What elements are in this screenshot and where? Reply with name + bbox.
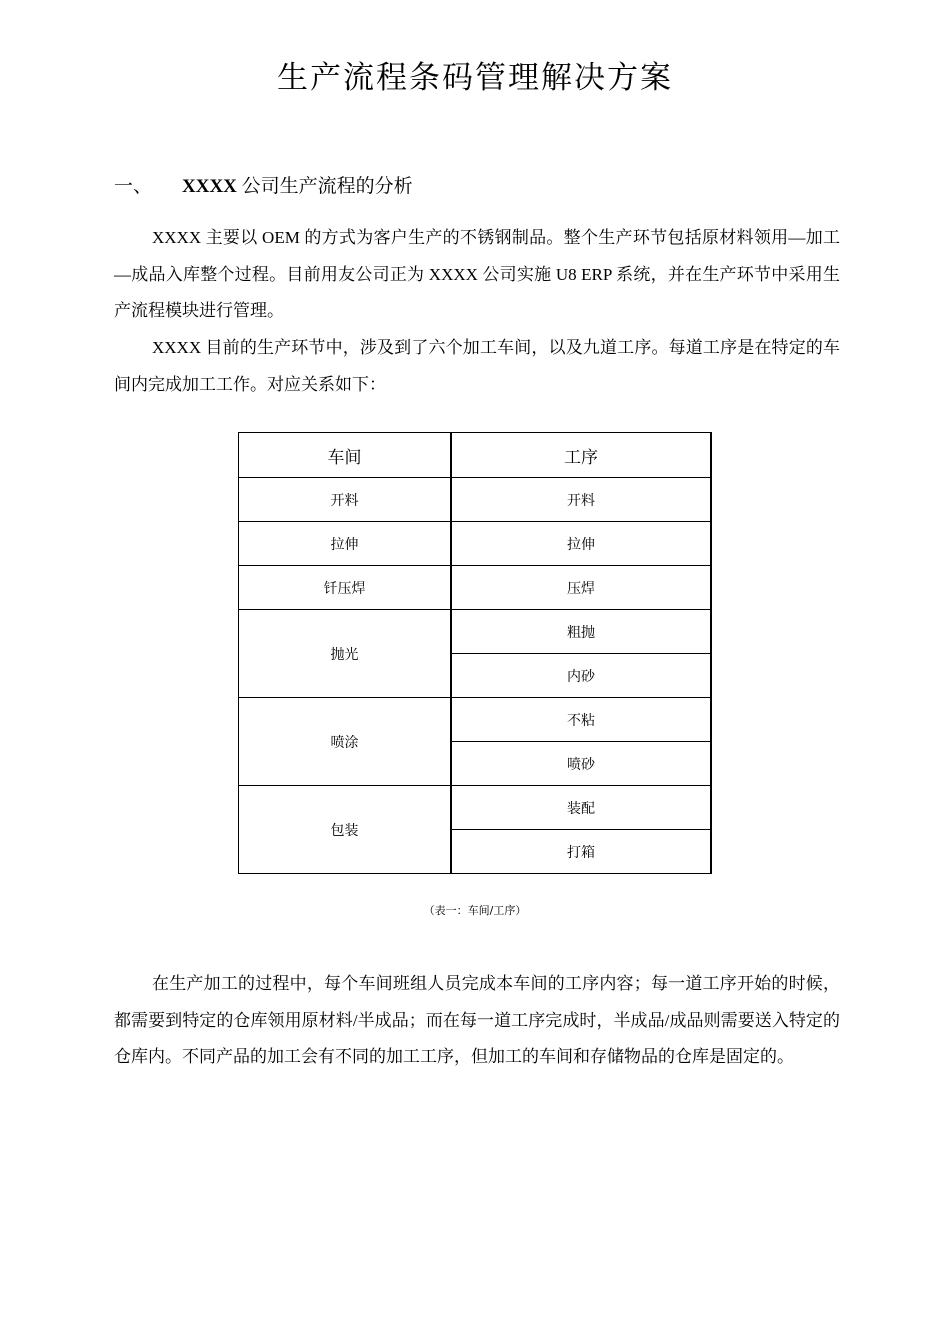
table-cell-workshop: 开料 — [239, 478, 452, 522]
table-row — [239, 478, 712, 522]
table-cell-process: 装配 — [451, 786, 711, 830]
table-cell-process: 压焊 — [451, 566, 711, 610]
table-row — [239, 522, 712, 566]
workshop-process-table — [238, 432, 712, 874]
table-cell-process: 不粘 — [451, 698, 711, 742]
table-header-process: 工序 — [451, 433, 711, 478]
table-row — [239, 786, 712, 830]
section-heading-text: 公司生产流程的分析 — [236, 176, 413, 197]
table-header-workshop: 车间 — [239, 433, 452, 478]
paragraph-intro: XXXX 主要以 OEM 的方式为客户生产的不锈钢制品。整个生产环节包括原材料领用—加工—成品入库整个过程。目前用友公司正为 XXXX 公司实施 U8 ERP 系统，并在生产环节中采用生产流程模块进行管理。 — [114, 228, 840, 320]
table-cell-workshop: 抛光 — [239, 610, 452, 698]
table-row — [239, 698, 712, 742]
table-cell-process: 粗抛 — [451, 610, 711, 654]
table-caption: （表一：车间/工序） — [423, 904, 527, 917]
table-cell-workshop: 包装 — [239, 786, 452, 874]
section-heading-company: XXXX — [182, 176, 237, 197]
document-title: 生产流程条码管理解决方案 — [277, 60, 673, 96]
table-cell-workshop: 钎压焊 — [239, 566, 452, 610]
table-cell-process: 喷砂 — [451, 742, 711, 786]
table-header-row — [239, 433, 712, 478]
paragraph-workshops: XXXX 目前的生产环节中，涉及到了六个加工车间，以及九道工序。每道工序是在特定的车间内完成加工工作。对应关系如下： — [114, 338, 840, 394]
paragraph-process-flow: 在生产加工的过程中，每个车间班组人员完成本车间的工序内容；每一道工序开始的时候，都需要到特定的仓库领用原材料/半成品；而在每一道工序完成时，半成品/成品则需要送入特定的仓库内。不同产品的加工会有不同的加工工序，但加工的车间和存储物品的仓库是固定的。 — [114, 974, 840, 1066]
section-heading — [114, 172, 413, 202]
table-cell-process: 内砂 — [451, 654, 711, 698]
workshop-process-table-container — [238, 432, 712, 874]
table-cell-process: 拉伸 — [451, 522, 711, 566]
section-number: 一、 — [114, 176, 153, 197]
table-cell-process: 开料 — [451, 478, 711, 522]
table-cell-workshop: 喷涂 — [239, 698, 452, 786]
table-row — [239, 566, 712, 610]
table-cell-process: 打箱 — [451, 830, 711, 874]
table-cell-workshop: 拉伸 — [239, 522, 452, 566]
table-row — [239, 610, 712, 654]
